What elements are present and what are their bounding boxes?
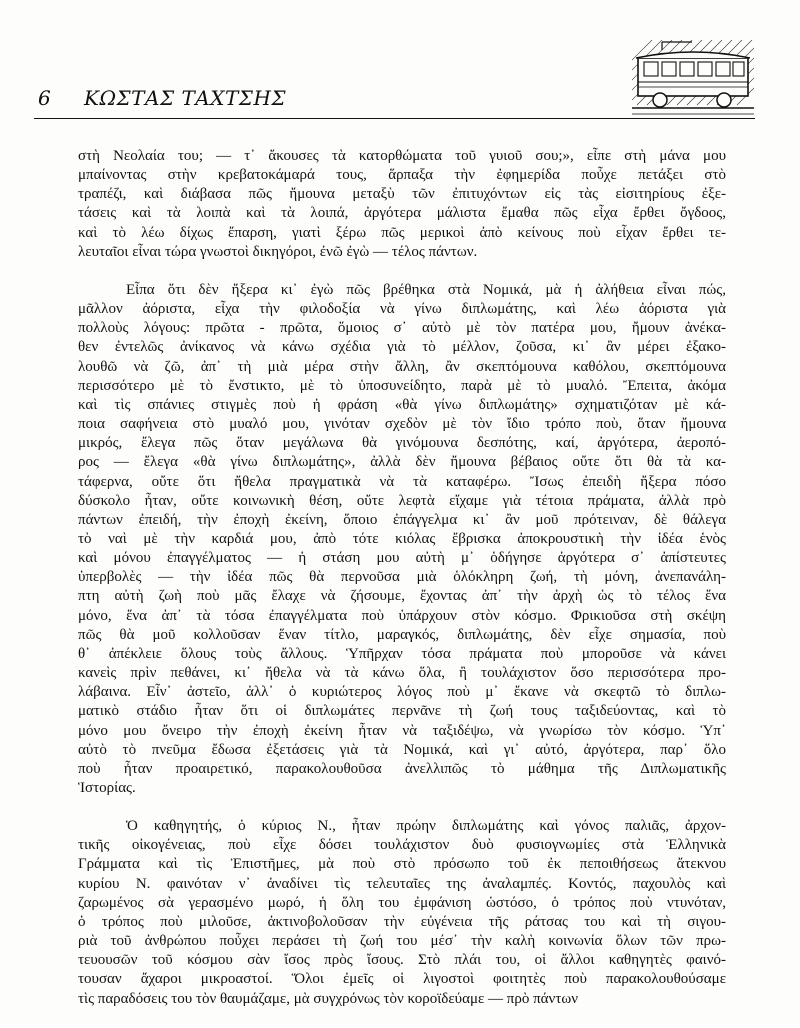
text-line: πτη αὐτὴ ζωὴ ποὺ μᾶς ἔλαχε νὰ ζήσουμε, ἔχοντας ἀπ᾽ τὴν ἀρχὴ ὡς τὸ τέλος ἕνα: [78, 588, 726, 605]
text-line: ματικὸ στάδιο ἦταν ὅτι οἱ διπλωμάτες περνᾶνε τὴ ζωή τους ταξιδεύοντας, καὶ τὸ: [78, 703, 726, 720]
text-line: τὶς παραδόσεις του τὸν θαυμάζαμε, μὰ συγχρόνως τὸν κοροϊδεύαμε — πρὸ πάντων: [78, 990, 579, 1007]
body-text: [78, 147, 726, 1028]
text-line: θεν ἐντελῶς ἀνίκανος νὰ κάνω σχέδια γιὰ τὸ μέλλον, ζοῦσα, κι᾽ ἂν μέρει ἐξακο-: [78, 339, 726, 356]
text-line: αὐτὸ τὸ πνεῦμα ἔδωσα ἐξετάσεις γιὰ τὰ Νομικά, καὶ γι᾽ αὐτό, ἀργότερα, παρ᾽ ὅλο: [78, 741, 726, 758]
paragraph: [78, 147, 726, 262]
text-line: καὶ τὸ λέω δίχως ἔπαρση, γιατὶ ξέρω πῶς μερικοὶ ἀπὸ κείνους ποὺ εἶχαν ἔρθει τε-: [78, 224, 726, 241]
text-line: λευταῖοι εἶναι τώρα γνωστοὶ δικηγόροι, ἐνῶ ἐγὼ — τέλος πάντων.: [78, 243, 478, 260]
text-line: θ᾽ ἀπέκλειε ὅλους τοὺς ἄλλους. Ὑπῆρχαν τόσα πράματα ποὺ μποροῦσε νὰ κάνει: [78, 645, 726, 662]
text-line: ρος — ἔλεγα «θὰ γίνω διπλωμάτης», ἀλλὰ δὲν ἤμουνα βέβαιος οὔτε ὅτι θὰ τὰ κα-: [78, 454, 726, 471]
text-line: καὶ μόνου ἐπαγγέλματος — ἡ στάση μου αὐτὴ μ᾽ ὁδήγησε ἀργότερα σ᾽ ἀπίστευτες: [78, 550, 726, 567]
text-line: τικῆς οἰκογένειας, ποὺ εἶχε δόσει τουλάχιστον δυὸ φυσιογνωμίες στὰ Ἑλληνικὰ: [78, 837, 726, 854]
text-line: λάβαινα. Εἶν᾽ ἀστεῖο, ἀλλ᾽ ὁ κυριώτερος λόγος ποὺ μ᾽ ἔκανε νὰ σκεφτῶ τὸ διπλω-: [78, 684, 726, 701]
text-line: μπαίνοντας στὴν κρεβατοκάμαρά τους, ἅρπαξα τὴν ἐφημερίδα ποὖχε πετάξει στὸ: [78, 167, 726, 184]
text-line: τραπέζι, καὶ διάβασα πῶς ἤμουνα μεταξὺ τῶν ἐπιτυχόντων εἰς τὰς εἰσιτηρίους ἐξε-: [78, 186, 726, 203]
text-line: μᾶλλον ἀόριστα, εἶχα τὴν φιλοδοξία νὰ γίνω διπλωμάτης, καὶ λέω ἀόριστα γιὰ: [78, 301, 726, 318]
text-line: ποια σαφήνεια στὸ μυαλό μου, γινόταν σχεδὸν μὲ τὸν ἴδιο τρόπο ποὺ, ὅταν ἤμουνα: [78, 416, 726, 433]
text-line: Γράμματα καὶ τὶς Ἐπιστῆμες, μὰ ποὺ στὸ πρόσωπο τοῦ ἐκ πεποιθήσεως ἄτεκνου: [78, 856, 726, 873]
text-line: Ἱστορίας.: [78, 780, 136, 796]
text-line: πάντων ἐπειδή, τὴν ἐποχὴ ἐκείνη, ὅποιο ἐπάγγελμα κι᾽ ἂν μοῦ πρότειναν, δὲ θάλεγα: [78, 511, 726, 528]
text-line: στὴ Νεολαία του; — τ᾽ ἄκουσες τὰ κατορθώματα τοῦ γυιοῦ σου;», εἶπε στὴ μάνα μου: [78, 148, 726, 164]
text-line: κανεὶς πρὶν πεθάνει, κι᾽ ἤθελα νὰ τὰ κάνω ὅλα, ἢ τουλάχιστον ὅσο περισσότερα προ-: [78, 665, 726, 682]
text-line: καὶ τὶς σπάνιες στιγμὲς ποὺ ἡ φράση «θὰ γίνω διπλωμάτης» σχηματιζόταν μὲ κά-: [78, 396, 726, 413]
text-line: μόνο μου ὄνειρο τὴν ἐποχὴ ἐκείνη ἦταν νὰ ταξιδέψω, νὰ γνωρίσω τὸν κόσμο. Ὑπ᾽: [78, 722, 726, 739]
text-line: ζαρωμένος σὰ γερασμένο μωρό, ἡ ὅλη του ἐμφάνιση ὡστόσο, ὁ τρόπος ποὺ ντυνόταν,: [78, 894, 726, 911]
text-line: δύσκολο ἦταν, οὔτε κοινωνικὴ θέση, οὔτε λεφτὰ εἴχαμε γιὰ τέτοια πράματα, ἀλλὰ πρὸ: [78, 492, 726, 509]
paragraph: [78, 281, 726, 798]
text-line: τάφερνα, οὔτε ὅτι ἤθελα πραγματικὰ νὰ τὰ καταφέρω. Ἴσως ἐπειδὴ ἤξερα πόσο: [78, 473, 726, 490]
paragraph: [78, 817, 726, 1009]
text-line: πῶς θὰ μοῦ κολλοῦσαν ἕναν τίτλο, μαραγκός, διπλωμάτης, δὲν εἶχε σημασία, ποὺ: [78, 626, 726, 643]
text-line: τὸ ναὶ μὲ τὴν καρδιά μου, ἀπὸ τότε κιόλας ἔβρισκα ἀποκρουστικὴ τὴν ἰδέα ἑνὸς: [78, 530, 726, 547]
text-line: ριὰ τοῦ ἀνθρώπου ποὖχει περάσει τὴ ζωή του μέσ᾽ τὴν καλὴ κοινωνία ὅλων τῶν πρω-: [78, 933, 726, 950]
text-line: Εἶπα ὅτι δὲν ἤξερα κι᾽ ἐγὼ πῶς βρέθηκα στὰ Νομικά, μὰ ἡ ἀλήθεια εἶναι πώς,: [126, 281, 726, 298]
text-line: κυρίου Ν. φαινόταν ν᾽ ἀναδίνει τὶς τελευταῖες της ἀναλαμπές. Κοντός, παχουλὸς καὶ: [78, 875, 726, 892]
text-line: περισσότερο μὲ τὸ ἔνστικτο, μὲ τὸ ὑποσυνείδητο, παρὰ μὲ τὸ μυαλό. Ἔπειτα, ἀκόμα: [78, 377, 726, 394]
page-header: [0, 0, 800, 125]
text-line: πολλοὺς λόγους: πρῶτα - πρῶτα, ὅμοιος σ᾽ αὐτὸ μὲ τὸν πατέρα μου, ἤμουν ἀνέκα-: [78, 320, 726, 337]
text-line: τουσαν ἄχαροι μικροαστοί. Ὅλοι ἐμεῖς οἱ λιγοστοὶ φοιτητὲς ποὺ παρακολουθούσαμε: [78, 971, 726, 988]
tram-icon: [632, 40, 754, 118]
text-line: λουθῶ νὰ ζῶ, ἀπ᾽ τὴ μιὰ μέρα στὴν ἄλλη, ἂν σκεπτόμουνα καθόλου, σκεπτόμουνα: [78, 358, 726, 375]
text-line: ὁ τρόπος ποὺ μιλοῦσε, ἀκτινοβολοῦσαν τὴν εὐγένεια τῆς ράτσας του καὶ τὴ σιγου-: [78, 913, 726, 930]
text-line: Ὁ καθηγητής, ὁ κύριος Ν., ἦταν πρώην διπλωμάτης καὶ γόνος παλιᾶς, ἀρχον-: [126, 818, 726, 835]
text-line: τάσεις καὶ τὰ λοιπὰ καὶ τὰ λοιπά, ἀργότερα μάλιστα ἔμαθα πῶς εἶχα ἔρθει ὄγδοος,: [78, 205, 726, 222]
running-head-author: ΚΩΣΤΑΣ ΤΑΧΤΣΗΣ: [84, 86, 287, 110]
page-number: 6: [38, 86, 51, 110]
text-line: ποὺ ἦταν προαιρετικό, παρακολουθοῦσα ἀνελλιπῶς τὸ μάθημα τῆς Διπλωματικῆς: [78, 760, 726, 777]
text-line: μικρός, ἔλεγα πῶς ὅταν μεγάλωνα θὰ γινόμουνα δεσπότης, καί, ἀργότερα, ἀεροπό-: [78, 435, 726, 452]
text-line: τευουσῶν τοῦ κόσμου σὰν ἴσος πρὸς ἴσους. Στὸ πλάι του, οἱ ἄλλοι καθηγητὲς φαινό-: [78, 952, 726, 969]
text-line: ὑπερβολὲς — τὴν ἰδέα πῶς θὰ περνοῦσα μιὰ ὁλόκληρη ζωή, τὴ μόνη, ἀνεπανάλη-: [78, 569, 726, 586]
text-line: μόνο, ἕνα ἀπ᾽ τὰ τόσα ἐπαγγέλματα ποὺ ὑπάρχουν στὸν κόσμο. Φρικιοῦσα στὴ σκέψη: [78, 607, 726, 624]
header-rule: [34, 118, 755, 119]
